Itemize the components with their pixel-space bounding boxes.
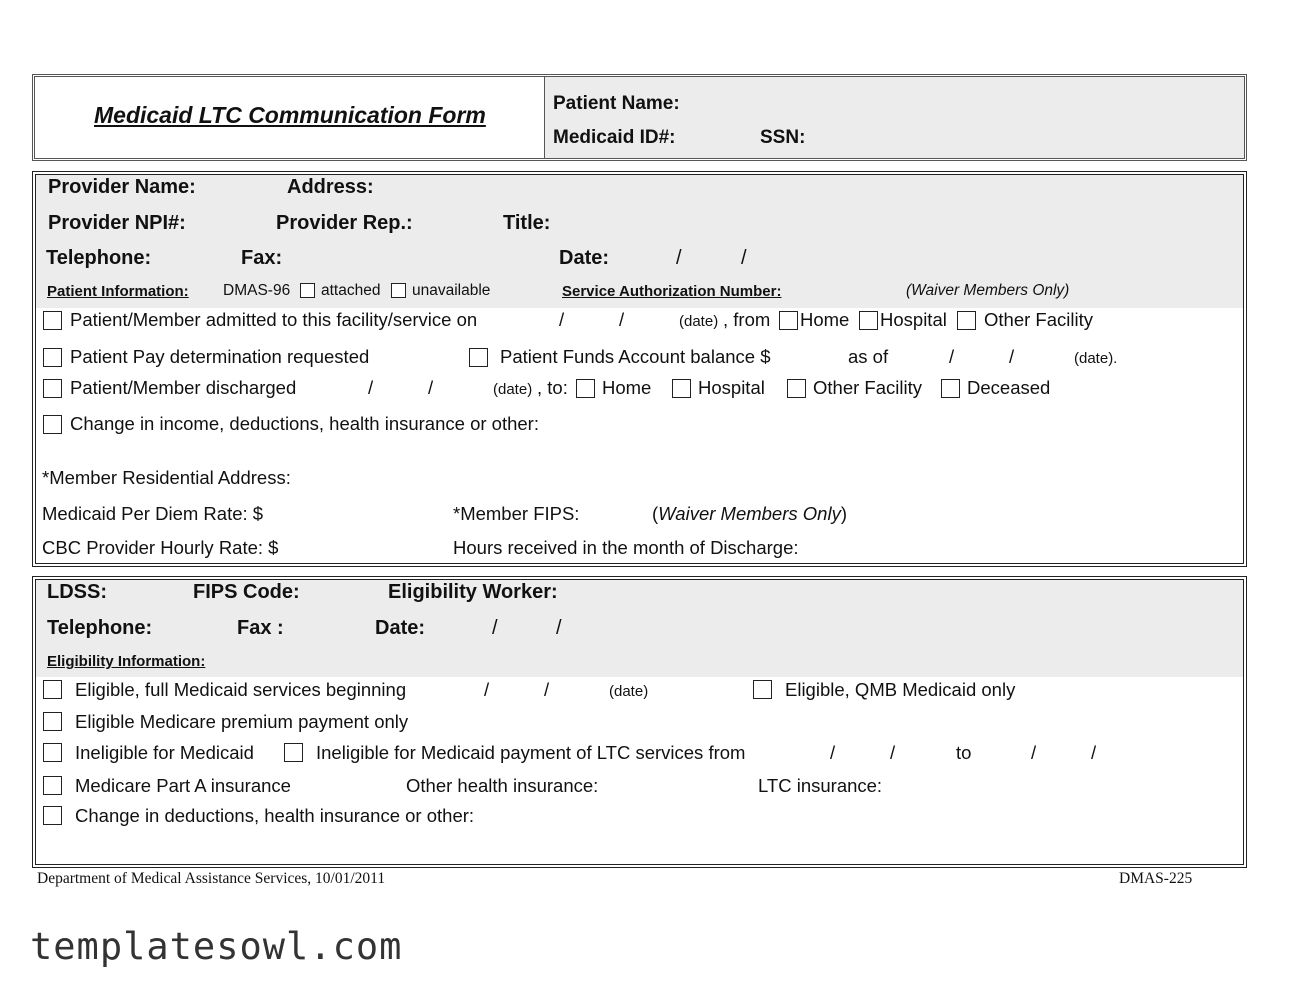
funds-balance-label: Patient Funds Account balance $ (500, 346, 771, 367)
residential-address-label: *Member Residential Address: (42, 467, 291, 488)
eligibility-information-heading: Eligibility Information: (47, 653, 206, 670)
patient-pay-label: Patient Pay determination requested (70, 346, 370, 367)
change-income-checkbox[interactable] (43, 415, 62, 434)
provider-rep-label: Provider Rep.: (276, 212, 413, 234)
date-slash: / (619, 309, 625, 330)
discharged-label: Patient/Member discharged (70, 377, 297, 398)
qmb-label: Eligible, QMB Medicaid only (785, 679, 1016, 700)
change-deductions-label: Change in deductions, health insurance or other: (75, 805, 475, 826)
dmas96-label: DMAS-96 (223, 282, 291, 299)
eligible-full-label: Eligible, full Medicaid services beginning (75, 679, 407, 700)
date-slash: / (1031, 742, 1037, 763)
date-slash: / (676, 247, 682, 269)
provider-telephone-label: Telephone: (46, 247, 152, 269)
member-fips-label: *Member FIPS: (453, 503, 580, 524)
from-hospital-label: Hospital (880, 309, 947, 330)
medicaid-id-label: Medicaid ID#: (553, 127, 676, 148)
date-slash: / (484, 679, 490, 700)
change-income-label: Change in income, deductions, health insurance or other: (70, 413, 539, 434)
provider-date-label: Date: (559, 247, 610, 269)
ineligible-checkbox[interactable] (43, 743, 62, 762)
ssn-label: SSN: (760, 127, 806, 148)
qmb-checkbox[interactable] (753, 680, 772, 699)
unavailable-checkbox[interactable] (391, 283, 406, 298)
eligibility-worker-label: Eligibility Worker: (388, 581, 558, 603)
watermark: templatesowl.com (30, 925, 403, 968)
waiver-members-only-note: (Waiver Members Only) (906, 282, 1070, 299)
to-label: , to: (537, 377, 568, 398)
discharged-checkbox[interactable] (43, 379, 62, 398)
provider-fax-label: Fax: (241, 247, 283, 269)
from-other-facility-checkbox[interactable] (957, 311, 976, 330)
to-hospital-label: Hospital (698, 377, 765, 398)
date-hint: (date) (493, 381, 533, 398)
date-slash: / (741, 247, 747, 269)
other-health-insurance-label: Other health insurance: (406, 775, 599, 796)
ldss-fax-label: Fax : (237, 617, 284, 639)
to-home-label: Home (602, 377, 652, 398)
to-label: to (956, 742, 972, 763)
medicare-part-a-label: Medicare Part A insurance (75, 775, 291, 796)
funds-balance-checkbox[interactable] (469, 348, 488, 367)
as-of-label: as of (848, 346, 889, 367)
ltc-insurance-label: LTC insurance: (758, 775, 883, 796)
deceased-checkbox[interactable] (941, 379, 960, 398)
ldss-telephone-label: Telephone: (47, 617, 153, 639)
form-title: Medicaid LTC Communication Form (94, 102, 486, 128)
hours-received-label: Hours received in the month of Discharge: (453, 537, 799, 558)
date-slash: / (428, 377, 434, 398)
provider-name-label: Provider Name: (48, 176, 196, 198)
date-slash: / (830, 742, 836, 763)
to-hospital-checkbox[interactable] (672, 379, 691, 398)
date-slash: / (559, 309, 565, 330)
patient-information-heading: Patient Information: (47, 283, 189, 300)
date-slash: / (544, 679, 550, 700)
unavailable-label: unavailable (412, 282, 491, 299)
from-hospital-checkbox[interactable] (859, 311, 878, 330)
admitted-checkbox[interactable] (43, 311, 62, 330)
ineligible-ltc-label: Ineligible for Medicaid payment of LTC services from (316, 742, 746, 763)
to-other-facility-checkbox[interactable] (787, 379, 806, 398)
to-home-checkbox[interactable] (576, 379, 595, 398)
change-deductions-checkbox[interactable] (43, 806, 62, 825)
from-label: , from (723, 309, 771, 330)
patient-name-label: Patient Name: (553, 93, 680, 114)
cbc-hourly-rate-label: CBC Provider Hourly Rate: $ (42, 537, 279, 558)
from-other-facility-label: Other Facility (984, 309, 1093, 330)
attached-checkbox[interactable] (300, 283, 315, 298)
date-hint: (date). (1074, 350, 1118, 367)
admitted-label: Patient/Member admitted to this facility/service on (70, 309, 478, 330)
service-authorization-label: Service Authorization Number: (562, 283, 782, 300)
fips-code-label: FIPS Code: (193, 581, 300, 603)
medicare-premium-checkbox[interactable] (43, 712, 62, 731)
medicare-premium-label: Eligible Medicare premium payment only (75, 711, 409, 732)
per-diem-rate-label: Medicaid Per Diem Rate: $ (42, 503, 264, 524)
date-slash: / (368, 377, 374, 398)
to-other-facility-label: Other Facility (813, 377, 922, 398)
attached-label: attached (321, 282, 381, 299)
date-slash: / (492, 617, 498, 639)
fips-waiver-note: (Waiver Members Only) (652, 503, 847, 524)
provider-address-label: Address: (287, 176, 374, 198)
date-slash: / (1091, 742, 1097, 763)
footer-department: Department of Medical Assistance Services, 10/01/2011 (37, 870, 386, 887)
medicare-part-a-checkbox[interactable] (43, 776, 62, 795)
date-slash: / (890, 742, 896, 763)
ineligible-label: Ineligible for Medicaid (75, 742, 254, 763)
provider-title-label: Title: (503, 212, 551, 234)
eligible-full-checkbox[interactable] (43, 680, 62, 699)
date-hint: (date) (609, 683, 649, 700)
date-slash: / (556, 617, 562, 639)
from-home-label: Home (800, 309, 850, 330)
date-slash: / (1009, 346, 1015, 367)
deceased-label: Deceased (967, 377, 1051, 398)
ineligible-ltc-checkbox[interactable] (284, 743, 303, 762)
from-home-checkbox[interactable] (779, 311, 798, 330)
ldss-date-label: Date: (375, 617, 426, 639)
provider-npi-label: Provider NPI#: (48, 212, 186, 234)
patient-pay-checkbox[interactable] (43, 348, 62, 367)
date-slash: / (949, 346, 955, 367)
date-hint: (date) (679, 313, 719, 330)
footer-form-number: DMAS-225 (1119, 870, 1193, 887)
ldss-label: LDSS: (47, 581, 107, 603)
